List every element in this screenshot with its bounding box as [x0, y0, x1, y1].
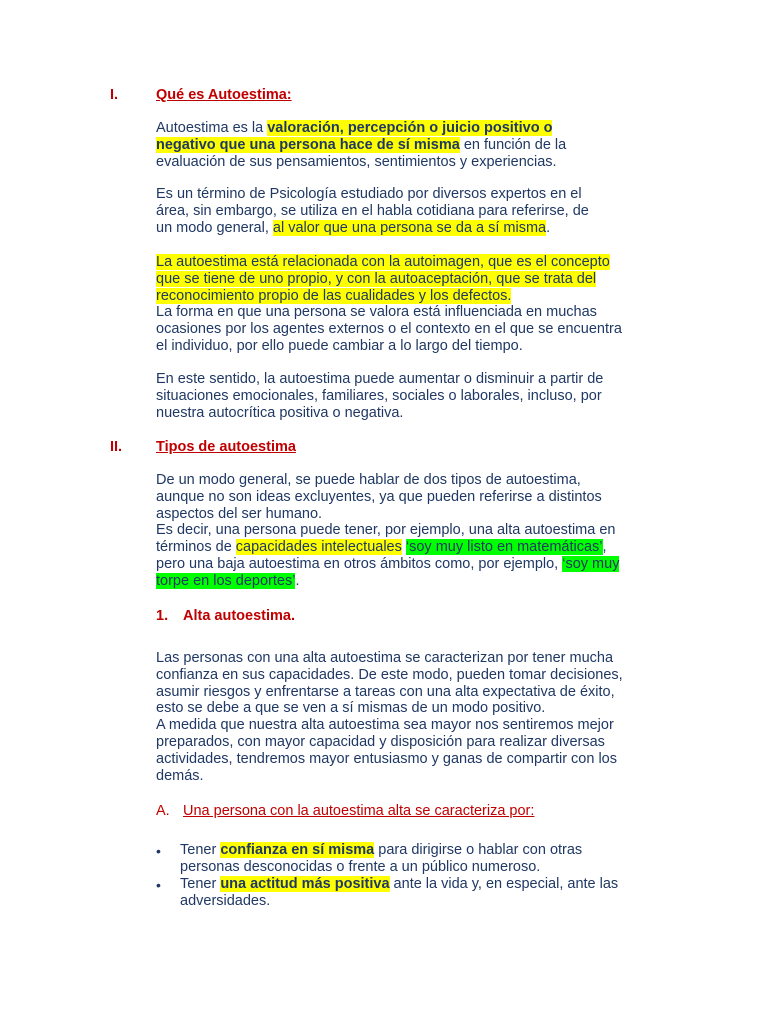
text-run: pero una baja autoestima en otros ámbitos como, por ejemplo, [156, 555, 563, 572]
highlighted-text: La autoestima está relacionada con la autoimagen, que es el concepto [156, 254, 610, 270]
text-line: adversidades. [180, 892, 271, 909]
text-line: actividades, tendremos mayor entusiasmo y ganas de compartir con los [156, 750, 617, 767]
text-line: asumir riesgos y enfrentarse a tareas con una alta expectativa de éxito, [156, 683, 615, 700]
text-line: En este sentido, la autoestima puede aumentar o disminuir a partir de [156, 371, 604, 387]
section-1-title: Qué es Autoestima: [156, 87, 292, 103]
green-highlighted-text: ‘soy muy [562, 555, 620, 572]
text-line: ocasiones por los agentes externos o el contexto en el que se encuentra [156, 321, 622, 338]
text-run: Tener [180, 876, 221, 892]
text-run: Tener [180, 842, 221, 858]
highlighted-text: una actitud más positiva [220, 876, 390, 892]
text-run: ante la vida y, en especial, ante las [389, 876, 619, 892]
highlighted-text: capacidades intelectuales [235, 539, 402, 556]
text-run: en función de la [459, 136, 567, 153]
highlighted-text: que se tiene de uno propio, y con la autoaceptación, que se trata del [156, 270, 597, 287]
text-line: el individuo, por ello puede cambiar a lo largo del tiempo. [156, 337, 523, 354]
bullet-dot: • [156, 877, 161, 893]
text-run: . [295, 572, 300, 589]
text-line: nuestra autocrítica positiva o negativa. [156, 404, 404, 421]
text-line: aspectos del ser humano. [156, 505, 323, 522]
highlighted-text: negativo que una persona hace de sí misma [156, 136, 460, 153]
text-run: términos de [156, 539, 236, 556]
highlighted-text: al valor que una persona se da a sí misma [272, 219, 547, 236]
text-run: para dirigirse o hablar con otras [374, 842, 583, 858]
highlighted-text: valoración, percepción o juicio positivo o [267, 120, 553, 136]
bullet-item [180, 842, 670, 876]
text-line: situaciones emocionales, familiares, sociales o laborales, incluso, por [156, 387, 602, 404]
section-2-number: II. [110, 439, 123, 455]
highlighted-text: reconocimiento propio de las cualidades y los defectos. [156, 287, 512, 304]
section-1-paragraph-4 [156, 371, 666, 421]
section-1-paragraph-2 [156, 186, 666, 236]
green-highlighted-text: ‘soy muy listo en matemáticas’ [405, 539, 603, 556]
text-run: , [602, 539, 607, 556]
text-line: personas desconocidas o frente a un público numeroso. [180, 858, 541, 875]
text-line: La forma en que una persona se valora está influenciada en muchas [156, 304, 597, 321]
text-line: esto se debe a que se ven a sí mismas de un modo positivo. [156, 700, 546, 717]
section-1-paragraph-3 [156, 254, 666, 355]
text-run: . [546, 219, 551, 236]
text-run: un modo general, [156, 219, 273, 236]
section-2-paragraph-1 [156, 472, 666, 590]
text-line: Es un término de Psicología estudiado por diversos expertos en el [156, 186, 582, 202]
text-line: preparados, con mayor capacidad y disposición para realizar diversas [156, 733, 605, 750]
text-line: De un modo general, se puede hablar de dos tipos de autoestima, [156, 472, 581, 488]
subsection-1-paragraph [156, 650, 666, 784]
highlighted-text: confianza en sí misma [220, 842, 375, 858]
text-line: demás. [156, 767, 204, 784]
section-1-number: I. [110, 87, 119, 103]
subsection-1-title: Alta autoestima. [183, 608, 295, 624]
text-line: aunque no son ideas excluyentes, ya que pueden referirse a distintos [156, 488, 602, 505]
text-line: área, sin embargo, se utiliza en el habla cotidiana para referirse, de [156, 202, 589, 219]
green-highlighted-text: torpe en los deportes’ [156, 572, 296, 589]
section-2-title: Tipos de autoestima [156, 439, 296, 455]
bullet-item [180, 876, 670, 910]
text-line: Es decir, una persona puede tener, por ejemplo, una alta autoestima en [156, 522, 616, 539]
text-line: A medida que nuestra alta autoestima sea mayor nos sentiremos mejor [156, 717, 614, 734]
subsection-a-letter: A. [156, 803, 170, 819]
text-line: confianza en sus capacidades. De este modo, pueden tomar decisiones, [156, 666, 623, 683]
subsection-a-title: Una persona con la autoestima alta se caracteriza por: [183, 803, 535, 819]
bullet-dot: • [156, 843, 161, 859]
text-line: Las personas con una alta autoestima se caracterizan por tener mucha [156, 650, 614, 666]
subsection-1-number: 1. [156, 608, 169, 624]
text-line: evaluación de sus pensamientos, sentimientos y experiencias. [156, 153, 557, 170]
section-1-paragraph-1 [156, 120, 666, 170]
text-run: Autoestima es la [156, 120, 268, 136]
